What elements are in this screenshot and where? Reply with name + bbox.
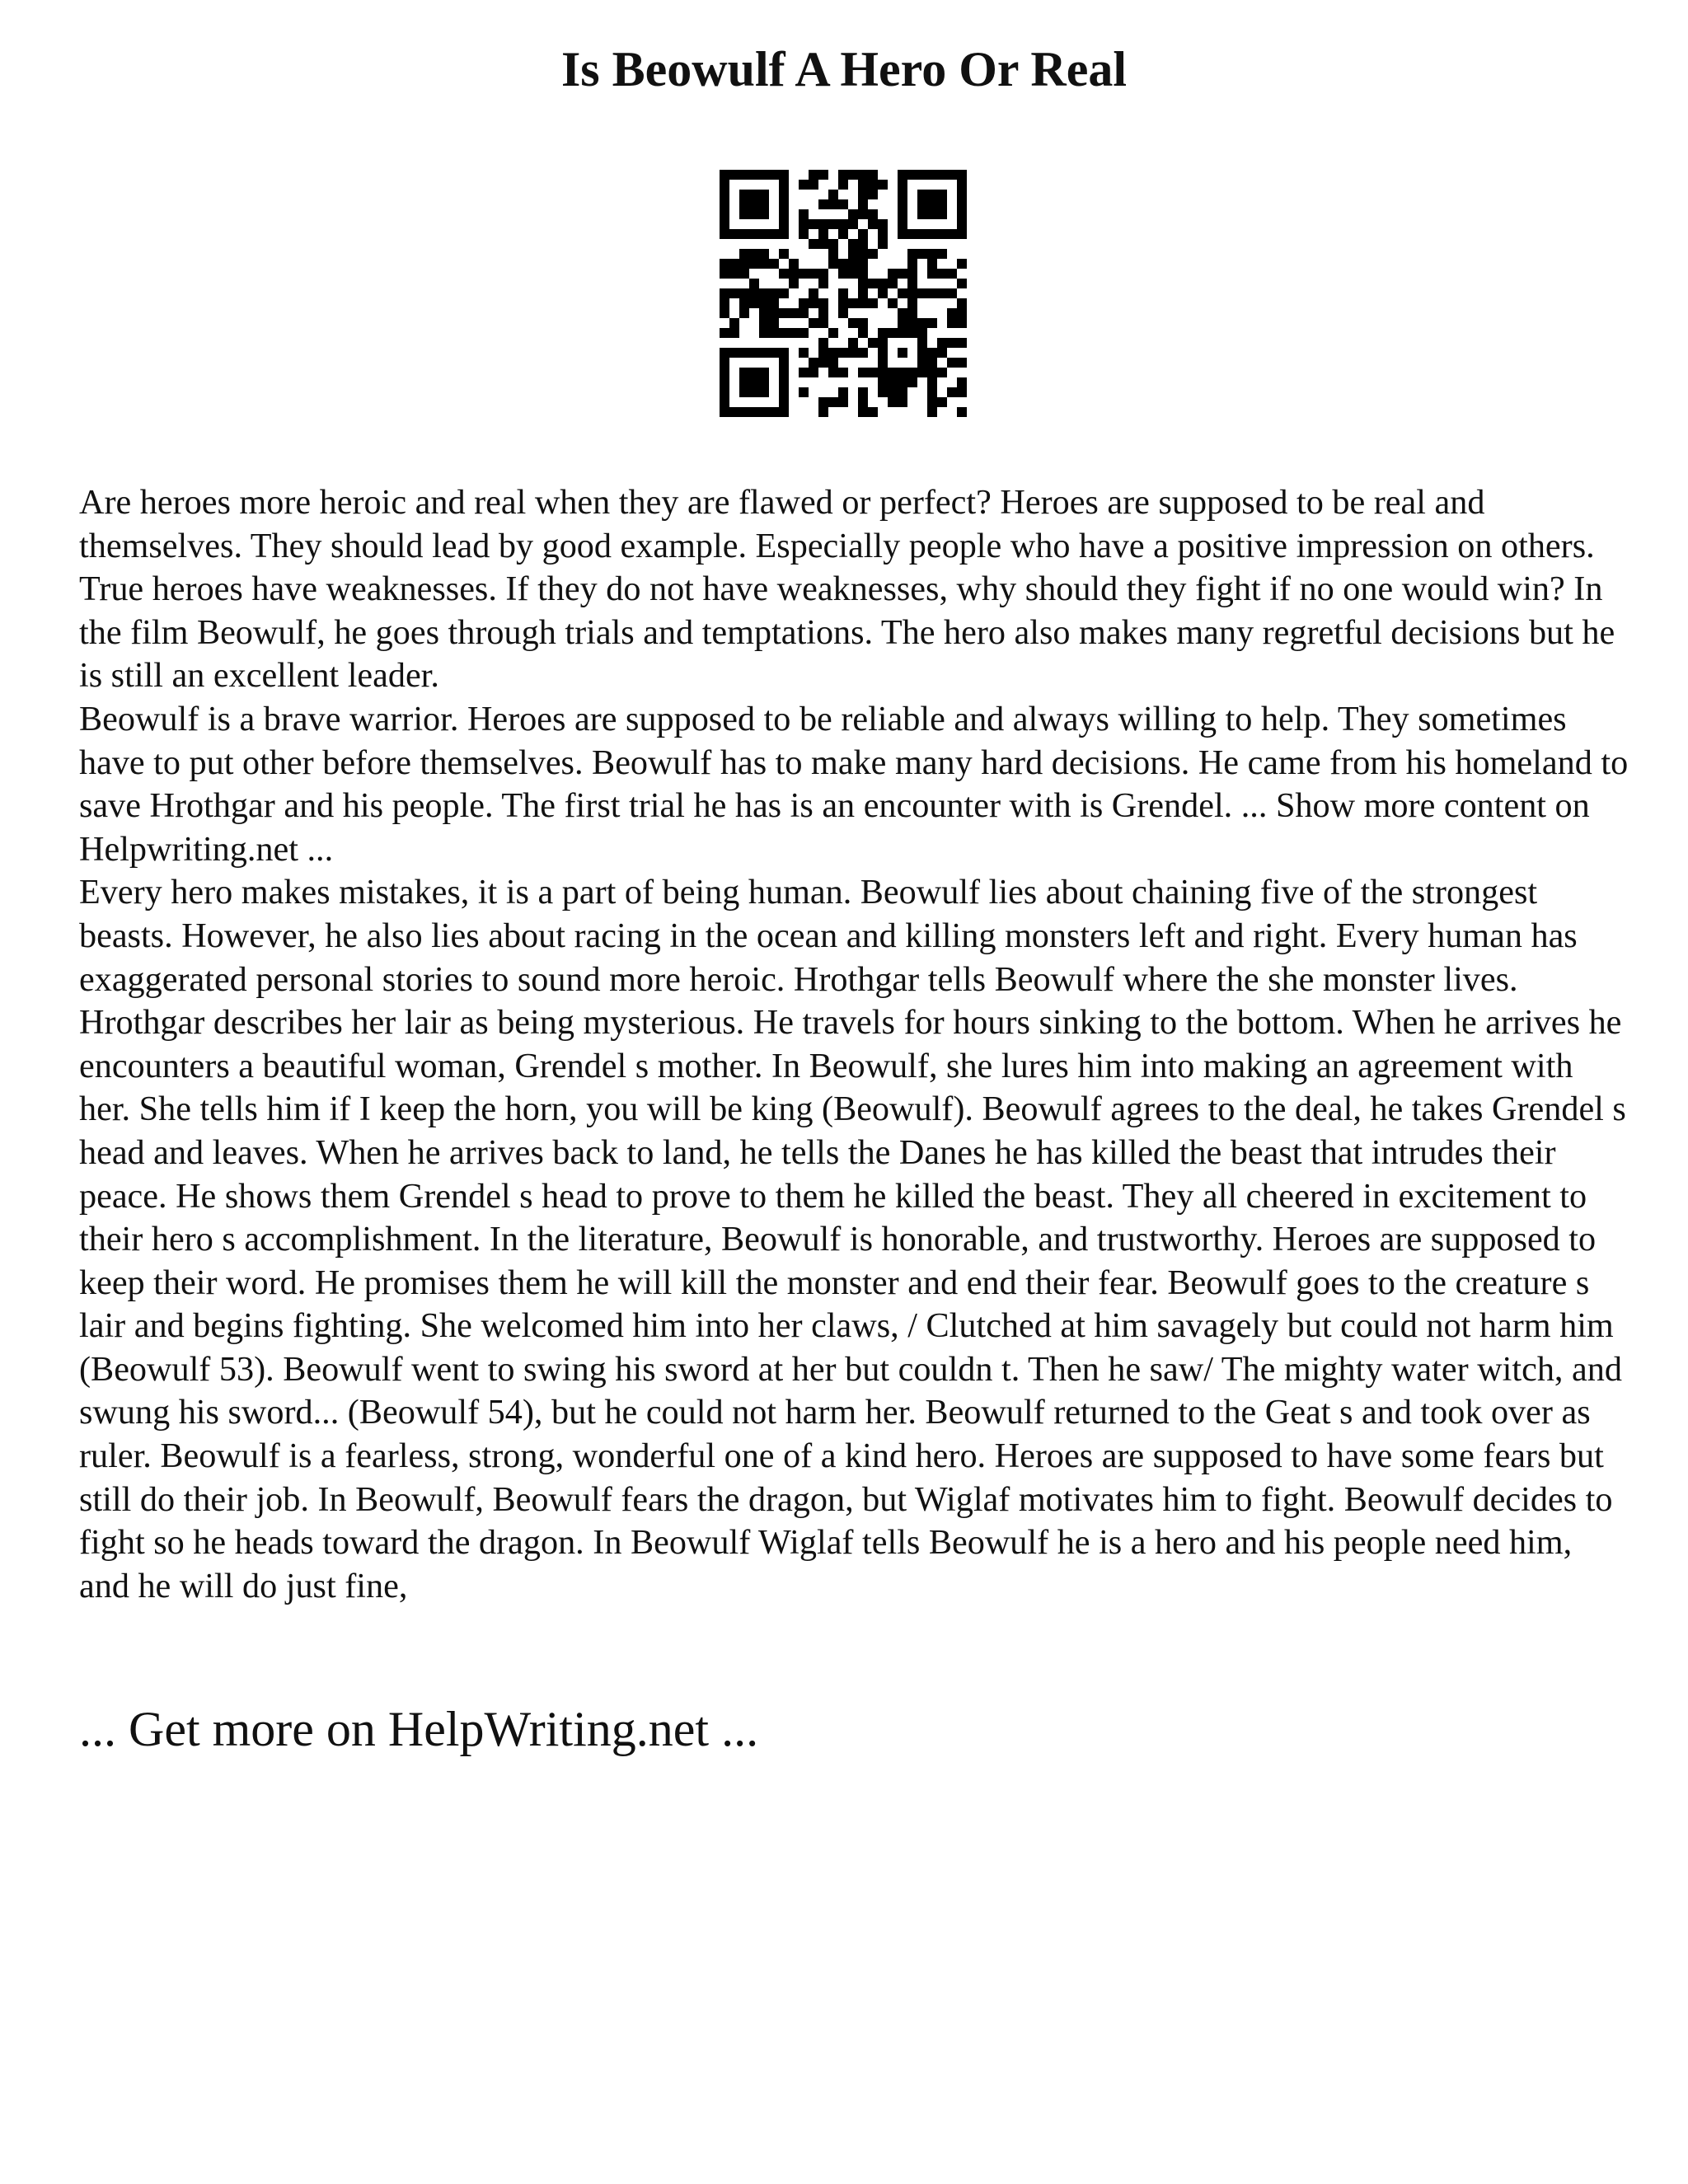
get-more-link[interactable]: ... Get more on HelpWriting.net ...	[79, 1702, 759, 1756]
qr-code-icon	[720, 170, 967, 417]
paragraph-mistakes: Every hero makes mistakes, it is a part of being human. Beowulf lies about chaining five of the strongest beasts. However, he also lies about racing in the ocean and killing monsters left and right. Every human has exaggerated personal stories to sound more heroic. Hrothgar tells Beowulf where the she monster lives. Hrothgar describes her lair as being mysterious. He travels for hours sinking to the bottom. When he arrives he encounters a beautiful woman, Grendel s mother. In Beowulf, she lures him into making an agreement with her. She tells him if I keep the horn, you will be king (Beowulf). Beowulf agrees to the deal, he takes Grendel s head and leaves. When he arrives back to land, he tells the Danes he has killed the beast that intrudes their peace. He shows them Grendel s head to prove to them he killed the beast. They all cheered in excitement to their hero s accomplishment. In the literature, Beowulf is honorable, and trustworthy. Heroes are supposed to keep their word. He promises them he will kill the monster and end their fear. Beowulf goes to the creature s lair and begins fighting. She welcomed him into her claws, / Clutched at him savagely but could not harm him (Beowulf 53). Beowulf went to swing his sword at her but couldn t. Then he saw/ The mighty water witch, and swung his sword... (Beowulf 54), but he could not harm her. Beowulf returned to the Geat s and took over as ruler. Beowulf is a fearless, strong, wonderful one of a kind hero. Heroes are supposed to have some fears but still do their job. In Beowulf, Beowulf fears the dragon, but Wiglaf motivates him to fight. Beowulf decides to fight so he heads toward the dragon. In Beowulf Wiglaf tells Beowulf he is a hero and his people need him, and he will do just fine,	[79, 873, 1626, 1605]
page-title: Is Beowulf A Hero Or Real	[560, 42, 1128, 96]
article-body	[79, 481, 1629, 1608]
paragraph-intro: Are heroes more heroic and real when they are flawed or perfect? Heroes are supposed to be real and themselves. They should lead by good example. Especially people who have a positive impression on others. True heroes have weaknesses. If they do not have weaknesses, why should they fight if no one would win? In the film Beowulf, he goes through trials and temptations. The hero also makes many regretful decisions but he is still an excellent leader.	[79, 483, 1615, 696]
paragraph-brave-warrior: Beowulf is a brave warrior. Heroes are supposed to be reliable and always willing to help. They sometimes have to put other before themselves. Beowulf has to make many hard decisions. He came from his homeland to save Hrothgar and his people. The first trial he has is an encounter with is Grendel. ... Show more content on Helpwriting.net ...	[79, 699, 1629, 869]
qr-code-graphic	[720, 170, 967, 417]
